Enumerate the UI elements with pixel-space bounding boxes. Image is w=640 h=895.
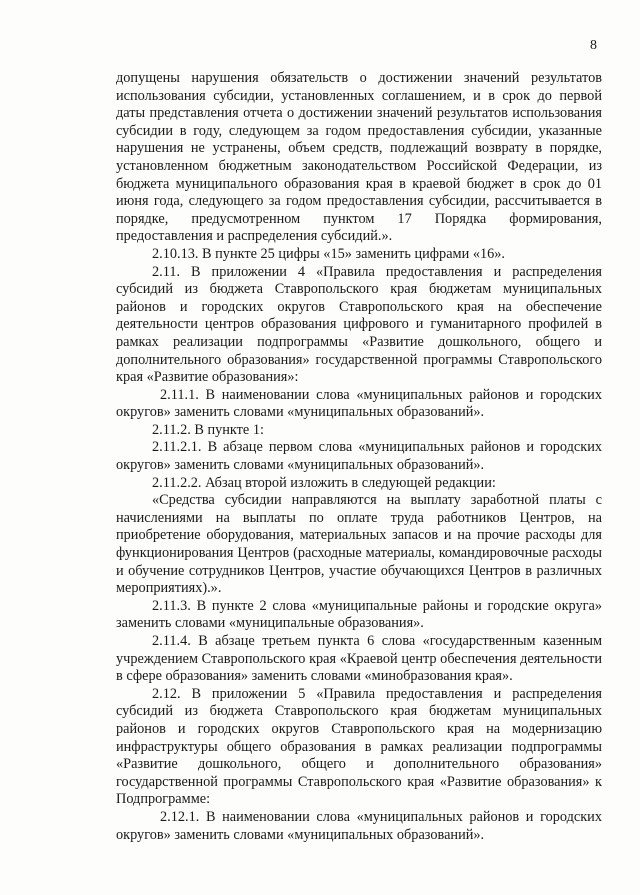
paragraph: 2.11.4. В абзаце третьем пункта 6 слова «государственным казенным учреждением Ставропольского края «Краевой центр обеспечения деятельности в сфере образования» заменить словами «минобразования края». — [116, 633, 602, 685]
paragraph: допущены нарушения обязательств о достижении значений результатов использования субсидии, установленных соглашением, и в срок до первой даты представления отчета о достижении значений результатов использования субсидии в году, следующем за годом предоставления субсидии, указанные нарушения не устранены, объем средств, подлежащий возврату в порядке, установленном бюджетным законодательством Российской Федерации, из бюджета муниципального образования края в краевой бюджет в срок до 01 июня года, следующего за годом предоставления субсидии, рассчитывается в порядке, предусмотренном пунктом 17 Порядка формирования, предоставления и распределения субсидий.». — [116, 70, 602, 245]
paragraph: 2.12.1. В наименовании слова «муниципальных районов и городских округов» заменить словами «муниципальных образований». — [116, 808, 602, 843]
paragraph: 2.11.2. В пункте 1: — [152, 421, 264, 438]
paragraph: 2.11.2.1. В абзаце первом слова «муниципальных районов и городских округов» заменить словами «муниципальных образований». — [116, 439, 602, 474]
paragraph: 2.10.13. В пункте 25 цифры «15» заменить цифрами «16». — [152, 245, 505, 262]
paragraph: 2.11. В приложении 4 «Правила предоставления и распределения субсидий из бюджета Ставропольского края бюджетам муниципальных районов и городских округов Ставропольского края на обеспечение деятельности центров образования цифрового и гуманитарного профилей в рамках реализации подпрограммы «Развитие дошкольного, общего и дополнительного образования» государственной программы Ставропольского края «Развитие образования»: — [116, 263, 602, 386]
document-body — [116, 70, 602, 844]
paragraph: 2.11.3. В пункте 2 слова «муниципальные районы и городские округа» заменить словами «муниципальные образования». — [116, 597, 602, 632]
page-number: 8 — [590, 38, 597, 53]
paragraph: «Средства субсидии направляются на выплату заработной платы с начислениями на выплаты по оплате труда работников Центров, на приобретение оборудования, материальных запасов и на прочие расходы для функционирования Центров (расходные материалы, командировочные расходы и обучение сотрудников Центров, участие обучающихся Центров в различных мероприятиях).». — [116, 492, 602, 597]
paragraph: 2.11.2.2. Абзац второй изложить в следующей редакции: — [152, 474, 496, 491]
paragraph: 2.11.1. В наименовании слова «муниципальных районов и городских округов» заменить словами «муниципальных образований». — [116, 386, 602, 421]
paragraph: 2.12. В приложении 5 «Правила предоставления и распределения субсидий из бюджета Ставропольского края бюджетам муниципальных районов и городских округов Ставропольского края на модернизацию инфраструктуры общего образования в рамках реализации подпрограммы «Развитие дошкольного, общего и дополнительного образования» государственной программы Ставропольского края «Развитие образования» к Подпрограмме: — [116, 685, 602, 808]
